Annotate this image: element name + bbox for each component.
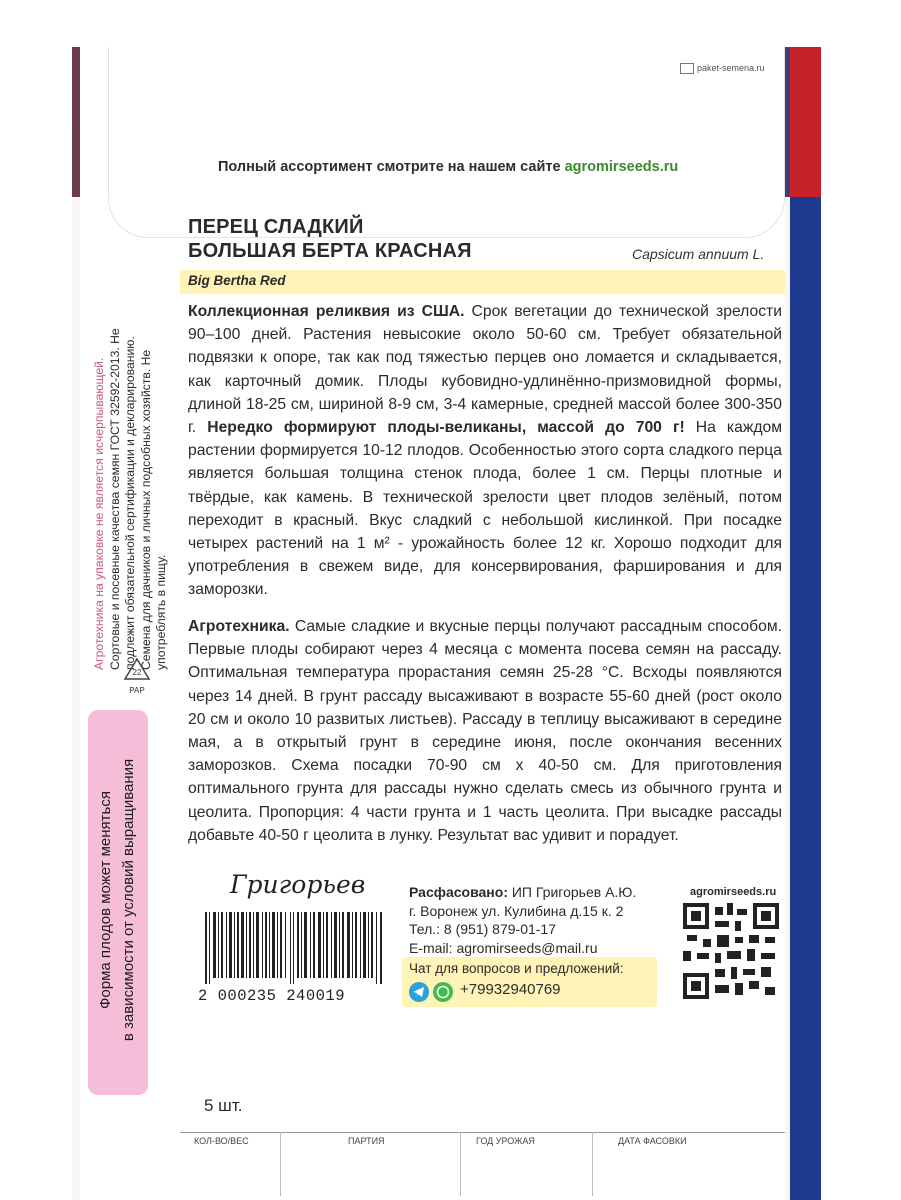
agrotech-text: Самые сладкие и вкусные перцы получают рассадным способом. Первые плоды собирают через 4 месяца с момента посева семян на рассаду. Оптимальная температура прорастания семян 25-28 °С. Всходы появляются через 14 дней. В грунт рассаду высаживают в возрасте 55-60 дней (рост около 20 см и около 10 развитых листьев). Рассаду в теплицу высаживают в середине мая, а в открытый грунт в середине июня, после окончания весенних заморозков. Схема посадки 70-90 см х 40-50 см. Для приготовления оптимального грунта для рассады нужно сделать смесь из обычного грунта и цеолита. Пропорция: 4 части грунта и 1 часть цеолита. При высадке рассады добавьте 40-50 г цеолита в лунку. Результат вас удивит и порадует. — [188, 618, 782, 844]
field-packing-date: ДАТА ФАСОВКИ — [618, 1136, 687, 1146]
pink-label — [94, 710, 146, 1090]
bottom-fields — [180, 1136, 785, 1150]
bottom-divider — [180, 1132, 785, 1133]
svg-text:PAP: PAP — [129, 686, 145, 695]
description-part1: Срок вегетации до технической зрелости 90–100 дней. Растения невысокие около 50-60 см. Требует обязательной подвязки к опоре, так как под тяжестью перцев оно ломается и складывается, как карточный домик. Плоды кубовидно-удлинённо-призмовидной формы, длиной 18-25 см, шириной 8-9 см, 3-4 камерные, средней массой более 300-350 г. — [188, 303, 782, 437]
field-batch: ПАРТИЯ — [348, 1136, 385, 1146]
agrotech-lead: Агротехника. — [188, 618, 290, 635]
red-stripe — [790, 47, 821, 197]
telegram-icon — [409, 982, 429, 1002]
field-harvest-year: ГОД УРОЖАЯ — [476, 1136, 535, 1146]
pink-label-line2: в зависимости от условий выращивания — [120, 758, 137, 1042]
envelope-icon — [680, 63, 694, 74]
packer-label: Расфасовано: — [409, 884, 508, 900]
packer-name-line — [409, 883, 636, 902]
field-quantity-weight: КОЛ-ВО/ВЕС — [194, 1136, 249, 1146]
blue-stripe — [790, 47, 821, 1200]
barcode-number: 2 000235 240019 — [198, 987, 346, 1005]
site-line-text: Полный ассортимент смотрите на нашем сайте — [218, 159, 565, 175]
corner-logo-text: paket-semena.ru — [697, 63, 765, 73]
description-part2: На каждом растении формируется 10-12 плодов. Особенностью этого сорта сладкого перца является большая толщина стенок плода, более 1 см. Перцы плотные и твёрдые, как камень. В технической зрелости цвет плодов зелёный, потом переходит в красный. Вкус сладкий с небольшой кислинкой. При посадке четырех растений на 1 м² - урожайность более 12 кг. Хорошо подходит для употребления в свежем виде, для консервирования, фарширования и для заморозки. — [188, 419, 782, 599]
barcode — [205, 912, 385, 984]
side-notice-text: Сортовые и посевные качества семян ГОСТ 32592-2013. Не подлежит обязательной сертификации и декларированию. Семена для дачников и личных подсобных хозяйств. Не употреблять в пищу. — [107, 328, 168, 670]
svg-text:22: 22 — [132, 668, 142, 677]
title-line-2: БОЛЬШАЯ БЕРТА КРАСНАЯ — [188, 240, 472, 262]
description — [188, 300, 782, 602]
field-separator — [280, 1132, 281, 1196]
quantity: 5 шт. — [204, 1096, 243, 1115]
qr-url: agromirseeds.ru — [690, 886, 777, 898]
agrotech — [188, 615, 782, 847]
signature-logo: Григорьев — [230, 870, 366, 899]
packet-flap — [108, 47, 785, 238]
field-separator — [460, 1132, 461, 1196]
latin-name: Capsicum annuum L. — [632, 246, 765, 262]
product-title — [188, 215, 472, 263]
field-separator — [592, 1132, 593, 1196]
packer-phone: Тел.: 8 (951) 879-01-17 — [409, 921, 556, 937]
description-lead: Коллекционная реликвия из США. — [188, 303, 465, 320]
packer-name: ИП Григорьев А.Ю. — [507, 884, 637, 900]
qr-code — [683, 903, 779, 999]
whatsapp-icon — [433, 982, 453, 1002]
title-line-1: ПЕРЕЦ СЛАДКИЙ — [188, 216, 364, 238]
packer-email: E-mail: agromirseeds@mail.ru — [409, 939, 598, 956]
site-line — [218, 159, 678, 175]
site-url: agromirseeds.ru — [564, 159, 679, 175]
recycle-icon — [122, 655, 152, 703]
packer-address: г. Воронеж ул. Кулибина д.15 к. 2 — [409, 902, 624, 919]
side-notice — [92, 310, 168, 670]
side-notice-pink: Агротехника на упаковке не является исчерпывающей. — [92, 357, 106, 670]
packer-info — [409, 883, 636, 957]
english-name: Big Bertha Red — [188, 273, 286, 288]
chat-label: Чат для вопросов и предложений: — [409, 961, 624, 976]
corner-logo — [680, 63, 765, 74]
description-emphasis: Нередко формируют плоды-великаны, массой до 700 г! — [207, 419, 685, 437]
chat-phone: +79932940769 — [460, 981, 561, 998]
pink-label-line1: Форма плодов может меняться — [97, 791, 114, 1009]
